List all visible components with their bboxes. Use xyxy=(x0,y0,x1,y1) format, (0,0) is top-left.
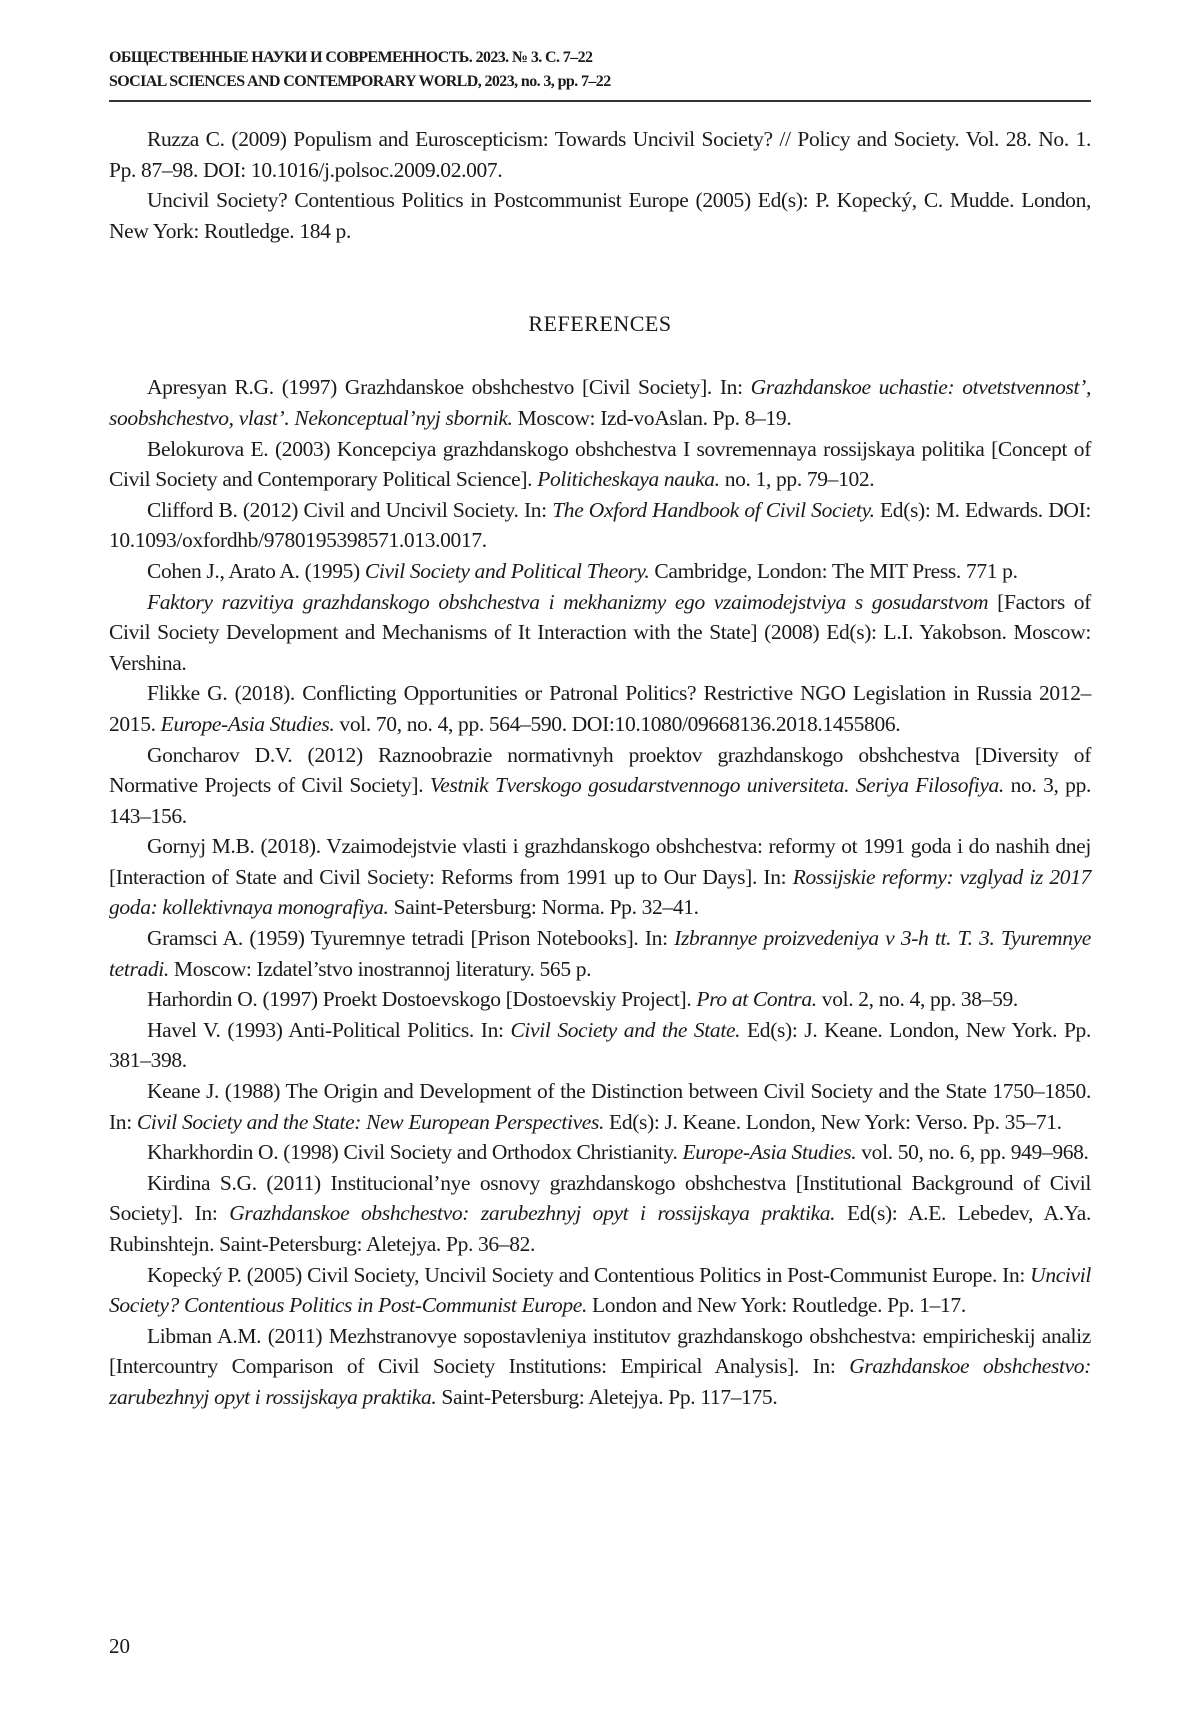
reference-source-title: Uncivil Society? Contentious Politics in Post-Communist Europe. xyxy=(109,1262,1091,1318)
reference-text: Gornyj M.B. (2018). Vzaimodejstvie vlasti i grazhdanskogo obshchestva: reformy ot 1991 goda i do nashih dnej [Interaction of State and Civil Society: Reforms from 1991 up to Our Days]. In: xyxy=(109,834,1091,889)
reference-text: Cambridge, London: The MIT Press. 771 p. xyxy=(649,558,1018,583)
page-number: 20 xyxy=(109,1634,130,1658)
header-divider xyxy=(109,100,1091,102)
reference-entry xyxy=(109,1076,1091,1137)
journal-title-en: SOCIAL SCIENCES AND CONTEMPORARY WORLD, 2023, no. 3, pp. 7–22 xyxy=(109,73,611,90)
reference-entry xyxy=(109,372,1091,433)
reference-entry xyxy=(109,434,1091,495)
reference-text: Havel V. (1993) Anti-Political Politics. In: xyxy=(147,1017,511,1042)
reference-text: no. 1, pp. 79–102. xyxy=(719,467,875,492)
references-heading: REFERENCES xyxy=(528,311,672,337)
reference-entry xyxy=(109,923,1091,984)
reference-text: Keane J. (1988) The Origin and Development of the Distinction between Civil Society and the State 1750–1850. In: xyxy=(109,1079,1091,1134)
literature-list-tail xyxy=(109,124,1091,246)
reference-source-title: Civil Society and Political Theory. xyxy=(364,558,650,583)
reference-text: Kharkhordin O. (1998) Civil Society and Orthodox Christianity. xyxy=(147,1140,683,1165)
reference-source-title: Faktory razvitiya grazhdanskogo obshchestva i mekhanizmy ego vzaimodejstviya s gosudarstvom xyxy=(147,589,989,614)
reference-source-title: Rossijskie reformy: vzglyad iz 2017 goda: kollektivnaya monografiya. xyxy=(109,864,1092,920)
reference-text: Ed(s): A.E. Lebedev, A.Ya. Rubinshtejn. Saint-Petersburg: Aletejya. Pp. 36–82. xyxy=(109,1201,1091,1256)
reference-entry xyxy=(109,1015,1091,1076)
literature-entry xyxy=(109,124,1091,185)
reference-text: London and New York: Routledge. Pp. 1–17. xyxy=(587,1293,966,1318)
reference-entry xyxy=(109,556,1091,587)
reference-entry xyxy=(109,1137,1091,1168)
reference-source-title: Grazhdanskoe uchastie: otvetstvennost’, soobshchestvo, vlast’. Nekonceptual’nyj sbornik. xyxy=(109,375,1091,430)
reference-text: Ed(s): J. Keane. London, New York. Pp. 381–398. xyxy=(109,1017,1091,1073)
reference-text: Clifford B. (2012) Civil and Uncivil Society. In: xyxy=(147,497,553,522)
reference-source-title: Politicheskaya nauka. xyxy=(537,467,720,492)
reference-entry xyxy=(109,1168,1091,1260)
reference-text: Moscow: Izd-voAslan. Pp. 8–19. xyxy=(512,405,792,430)
reference-text: Uncivil Society? Contentious Politics in Postcommunist Europe (2005) Ed(s): P. Kopecký, C. Mudde. London, New York: Routledge. 184 p. xyxy=(109,188,1091,243)
reference-source-title: Vestnik Tverskogo gosudarstvennogo universiteta. Seriya Filosofiya. xyxy=(429,773,1004,798)
reference-source-title: Grazhdanskoe obshchestvo: zarubezhnyj opyt i rossijskaya praktika. xyxy=(229,1201,836,1226)
reference-text: Libman A.M. (2011) Mezhstranovye sopostavleniya institutov grazhdanskogo obshchestva: empiricheskij analiz [Intercountry Comparison of Civil Society Institutions: Empirical Analysis]. In: xyxy=(109,1323,1091,1379)
reference-text: no. 3, pp. 143–156. xyxy=(109,773,1092,828)
reference-entry xyxy=(109,740,1091,832)
reference-entry xyxy=(109,831,1091,923)
reference-source-title: Izbrannye proizvedeniya v 3-h tt. T. 3. Tyuremnye tetradi. xyxy=(109,926,1091,981)
reference-text: Kirdina S.G. (2011) Institucional’nye osnovy grazhdanskogo obshchestva [Institutional Background of Civil Society]. In: xyxy=(109,1170,1091,1226)
reference-text: Flikke G. (2018). Conflicting Opportunities or Patronal Politics? Restrictive NGO Legislation in Russia 2012–2015. xyxy=(109,681,1091,736)
reference-entry xyxy=(109,1260,1091,1321)
literature-entry xyxy=(109,185,1091,246)
reference-text: Harhordin O. (1997) Proekt Dostoevskogo [Dostoevskiy Project]. xyxy=(147,987,697,1012)
references-list xyxy=(109,372,1091,1412)
reference-entry xyxy=(109,1321,1091,1413)
reference-source-title: Pro at Contra. xyxy=(696,987,817,1012)
reference-entry xyxy=(109,587,1091,679)
reference-source-title: Civil Society and the State: New European Perspectives. xyxy=(136,1109,605,1134)
reference-text: vol. 70, no. 4, pp. 564–590. DOI:10.1080/09668136.2018.1455806. xyxy=(334,711,901,736)
reference-source-title: Civil Society and the State. xyxy=(510,1017,741,1042)
page-body xyxy=(109,124,1091,1413)
journal-title-ru: ОБЩЕСТВЕННЫЕ НАУКИ И СОВРЕМЕННОСТЬ. 2023. № 3. С. 7–22 xyxy=(109,49,593,66)
reference-text: Gramsci A. (1959) Tyuremnye tetradi [Prison Notebooks]. In: xyxy=(147,926,675,951)
running-header xyxy=(109,46,1091,94)
reference-text: Ed(s): M. Edwards. DOI: 10.1093/oxfordhb/9780195398571.013.0017. xyxy=(109,497,1091,553)
reference-text: Saint-Petersburg: Norma. Pp. 32–41. xyxy=(388,895,699,920)
reference-text: Saint-Petersburg: Aletejya. Pp. 117–175. xyxy=(436,1384,778,1409)
reference-text: Moscow: Izdatel’stvo inostrannoj literatury. 565 p. xyxy=(168,956,592,981)
reference-text: Belokurova E. (2003) Koncepciya grazhdanskogo obshchestva I sovremennaya rossijskaya politika [Concept of Civil Society and Contemporary Political Science]. xyxy=(109,436,1091,492)
reference-text: Ed(s): J. Keane. London, New York: Verso. Pp. 35–71. xyxy=(604,1109,1062,1134)
reference-text: Ruzza C. (2009) Populism and Euroscepticism: Towards Uncivil Society? // Policy and Society. Vol. 28. No. 1. Pp. 87–98. DOI: 10.1016/j.polsoc.2009.02.007. xyxy=(109,127,1091,182)
reference-text: Cohen J., Arato A. (1995) xyxy=(147,558,365,583)
reference-entry xyxy=(109,678,1091,739)
reference-text: vol. 50, no. 6, pp. 949–968. xyxy=(856,1140,1089,1165)
reference-source-title: Grazhdanskoe obshchestvo: zarubezhnyj opyt i rossijskaya praktika. xyxy=(109,1354,1091,1409)
reference-text: Kopecký P. (2005) Civil Society, Uncivil Society and Contentious Politics in Post-Communist Europe. In: xyxy=(147,1262,1031,1287)
reference-source-title: Europe-Asia Studies. xyxy=(160,711,335,736)
reference-text: Goncharov D.V. (2012) Raznoobrazie normativnyh proektov grazhdanskogo obshchestva [Diversity of Normative Projects of Civil Society]. xyxy=(109,742,1091,798)
reference-text: Apresyan R.G. (1997) Grazhdanskoe obshchestvo [Civil Society]. In: xyxy=(147,375,751,400)
reference-source-title: Europe-Asia Studies. xyxy=(682,1140,857,1165)
reference-entry xyxy=(109,984,1091,1015)
reference-entry xyxy=(109,495,1091,556)
reference-source-title: The Oxford Handbook of Civil Society. xyxy=(552,497,875,522)
reference-text: vol. 2, no. 4, pp. 38–59. xyxy=(816,987,1018,1012)
reference-text: [Factors of Civil Society Development and Mechanisms of It Interaction with the State] (2008) Ed(s): L.I. Yakobson. Moscow: Vershina. xyxy=(109,589,1091,675)
